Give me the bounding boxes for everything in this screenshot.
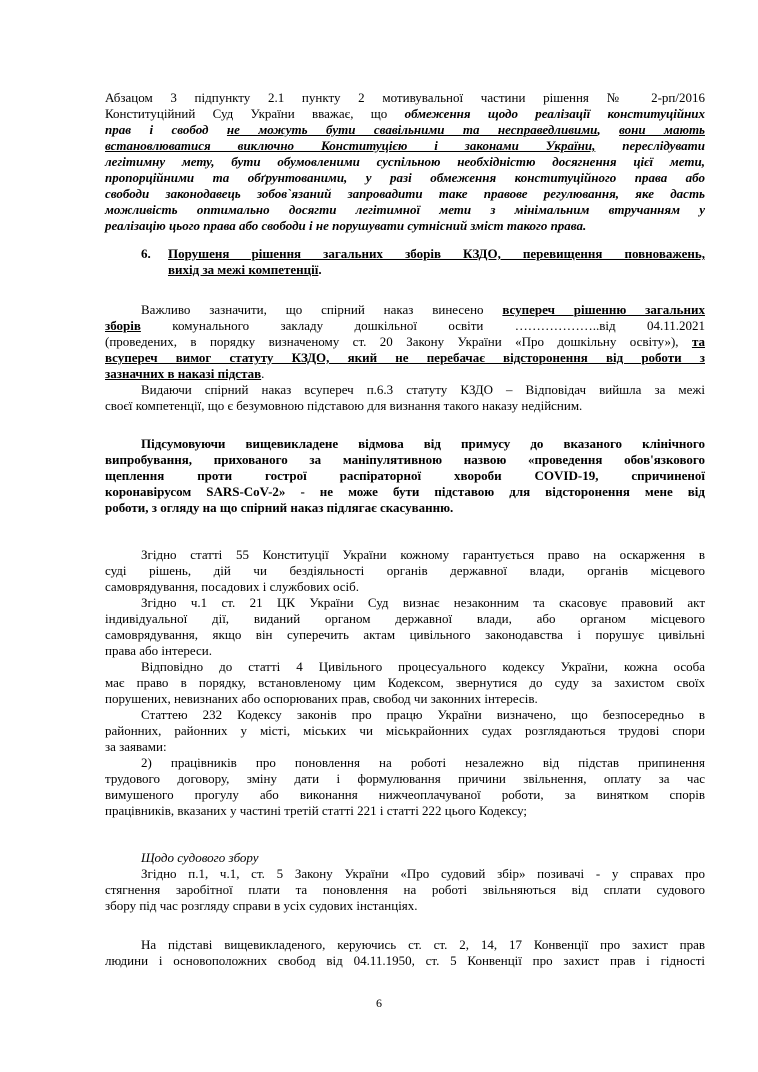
text-line: Важливо зазначити, що спірний наказ винесено всупереч рішенню загальних — [141, 302, 705, 317]
text-line: коронавірусом SARS-CoV-2» - не може бути підставою для відсторонення мене від — [105, 484, 705, 499]
text-line: Статтею 232 Кодексу законів про працю України визначено, що безпосередньо в — [141, 707, 705, 722]
text-line: На підставі вищевикладеного, керуючись ст. ст. 2, 14, 17 Конвенції про захист прав — [141, 937, 705, 952]
subsection-title: Щодо судового збору — [141, 850, 259, 865]
text-line: районних, районних у місті, міських чи міськрайонних судах розглядаються трудові спори — [105, 723, 705, 738]
text-line: своєї компетенції, що є безумовною підставою для визнання такого наказу недійсним. — [105, 398, 583, 413]
text-line: роботи, з огляду на що спірний наказ підлягає скасуванню. — [105, 500, 454, 515]
text-line: самоврядування, посадових і службових осіб. — [105, 579, 360, 594]
heading-line: Порушеня рішення загальних зборів КЗДО, перевищення повноважень, — [168, 246, 705, 261]
text-line: випробування, прихованого за маніпулятивною назвою «проведення обов'язкового — [105, 452, 705, 467]
text-line: зборів комунального закладу дошкільної освіти ………………..від 04.11.2021 — [105, 318, 705, 333]
text-line: Конституційний Суд України вважає, що обмеження щодо реалізації конституційних — [105, 106, 706, 121]
text-line: всупереч вимог статуту КЗДО, який не перебачає відсторонення від роботи з — [105, 350, 705, 365]
text-line: Абзацом 3 підпункту 2.1 пункту 2 мотивувальної частини рішення № 2-рп/2016 — [105, 90, 705, 105]
text-line: щеплення проти гострої распіраторної хвороби COVID-19, спричиненої — [105, 468, 705, 483]
text-line: порушених, невизнаних або оспорюваних прав, свобод чи законних інтересів. — [105, 691, 538, 706]
text-line: людини і основоположних свобод від 04.11.1950, ст. 5 Конвенції про захист прав і гідності — [105, 953, 705, 968]
text-line: Видаючи спірний наказ всупереч п.6.3 статуту КЗДО – Відповідач вийшла за межі — [141, 382, 705, 397]
text-line: пропорційними та обґрунтованими, у разі обмеження конституційного права або — [105, 170, 705, 185]
text-line: зазначних в наказі підстав. — [105, 366, 265, 381]
text-line: реалізацію цього права або свободи і не порушувати сутнісний зміст такого права. — [105, 218, 587, 233]
text-line: збору під час розгляду справи в усіх судових інстанціях. — [105, 898, 418, 913]
section-number: 6. — [141, 246, 151, 261]
text-line: Згідно п.1, ч.1, ст. 5 Закону України «Про судовий збір» позивачі - у справах про — [141, 866, 705, 881]
text-line: прав і свобод не можуть бути свавільними та несправедливими, вони мають — [105, 122, 705, 137]
text-line: трудового договору, зміну дати і формулювання причини звільнення, оплату за час — [105, 771, 705, 786]
text-line: за заявами: — [105, 739, 167, 754]
text-line: встановлюватися виключно Конституцією і законами України, переслідувати — [105, 138, 706, 153]
page-number: 6 — [376, 996, 382, 1010]
text-line: 2) працівників про поновлення на роботі незалежно від підстав припинення — [141, 755, 705, 770]
text-line: можливість оптимально досягти легітимної мети з мінімальним втручанням у — [105, 202, 705, 217]
text-line: вимушеного прогулу або виконання нижчеоплачуваної роботи, за винятком спорів — [105, 787, 705, 802]
text-line: (проведених, в порядку визначеному ст. 20 Закону України «Про дошкільну освіту»), та — [105, 334, 705, 349]
text-line: свободи законодавець зобов`язаний запровадити таке правове регулювання, яке дасть — [105, 186, 705, 201]
text-line: самоврядування, якщо він суперечить актам цивільного законодавства і порушує цивільні — [105, 627, 705, 642]
text-line: працівників, вказаних у частині третій статті 221 і статті 222 цього Кодексу; — [105, 803, 528, 818]
heading-line: вихід за межі компетенції. — [168, 262, 322, 277]
text-line: стягнення заробітної плати та поновлення на роботі звільняються від сплати судового — [105, 882, 705, 897]
text-line: Згідно статті 55 Конституції України кожному гарантується право на оскарження в — [141, 547, 705, 562]
text-line: індивідуальної дії, виданий органом державної влади, або органом місцевого — [105, 611, 705, 626]
text-line: права або інтереси. — [105, 643, 212, 658]
text-line: Підсумовуючи вищевикладене відмова від примусу до вказаного клінічного — [141, 436, 705, 451]
text-line: легітимну мету, бути обумовленими суспільною необхідністю досягнення цієї мети, — [105, 154, 705, 169]
text-line: Відповідно до статті 4 Цивільного процесуального кодексу України, кожна особа — [141, 659, 705, 674]
text-line: має право в порядку, встановленому цим Кодексом, звернутися до суду за захистом своїх — [105, 675, 705, 690]
text-line: суді рішень, дій чи бездіяльності органів державної влади, органів місцевого — [105, 563, 705, 578]
text-line: Згідно ч.1 ст. 21 ЦК України Суд визнає незаконним та скасовує правовий акт — [141, 595, 705, 610]
